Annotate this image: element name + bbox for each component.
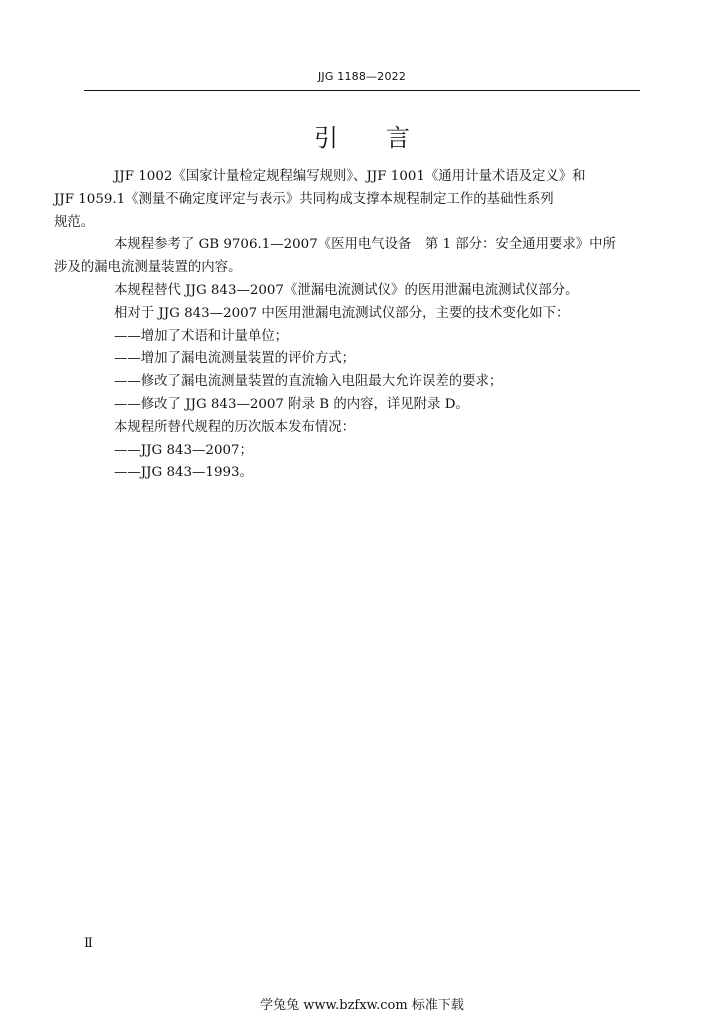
change-item-3: ——修改了漏电流测量装置的直流输入电阻最大允许误差的要求； <box>114 374 503 390</box>
change-item-4: ——修改了 JJG 843—2007 附录 B 的内容，详见附录 D。 <box>114 396 469 412</box>
paragraph-1-line-3: 规范。 <box>54 214 95 230</box>
paragraph-2-line-2: 涉及的漏电流测量装置的内容。 <box>54 260 242 276</box>
paragraph-2-line-1: 本规程参考了 GB 9706.1—2007《医用电气设备 第 1 部分：安全通用要求》中所 <box>114 237 616 253</box>
change-item-1: ——增加了术语和计量单位； <box>114 328 289 344</box>
footer-watermark-text: 学兔兔 www.bzfxw.com 标准下载 <box>260 998 464 1013</box>
paragraph-4: 相对于 JJG 843—2007 中医用泄漏电流测试仪部分，主要的技术变化如下： <box>114 305 570 321</box>
paragraph-1 <box>54 166 640 234</box>
history-item-1: ——JJG 843—2007； <box>114 442 253 458</box>
page-number: Ⅱ <box>84 936 93 951</box>
header-rule <box>84 90 640 91</box>
paragraph-1-line-1: JJF 1002《国家计量检定规程编写规则》、JJF 1001《通用计量术语及定义》和 <box>114 169 586 184</box>
paragraph-2 <box>54 234 640 280</box>
history-item-2: ——JJG 843—1993。 <box>114 465 253 481</box>
history-intro: 本规程所替代规程的历次版本发布情况： <box>114 419 356 435</box>
page-title: 引言 <box>314 124 458 152</box>
paragraph-1-line-2: JJF 1059.1《测量不确定度评定与表示》共同构成支撑本规程制定工作的基础性系列 <box>54 191 554 207</box>
change-item-2: ——增加了漏电流测量装置的评价方式； <box>114 351 356 367</box>
paragraph-3: 本规程替代 JJG 843—2007《泄漏电流测试仪》的医用泄漏电流测试仪部分。 <box>114 282 579 298</box>
standard-code-header: JJG 1188—2022 <box>317 70 407 83</box>
body-text <box>54 166 640 485</box>
